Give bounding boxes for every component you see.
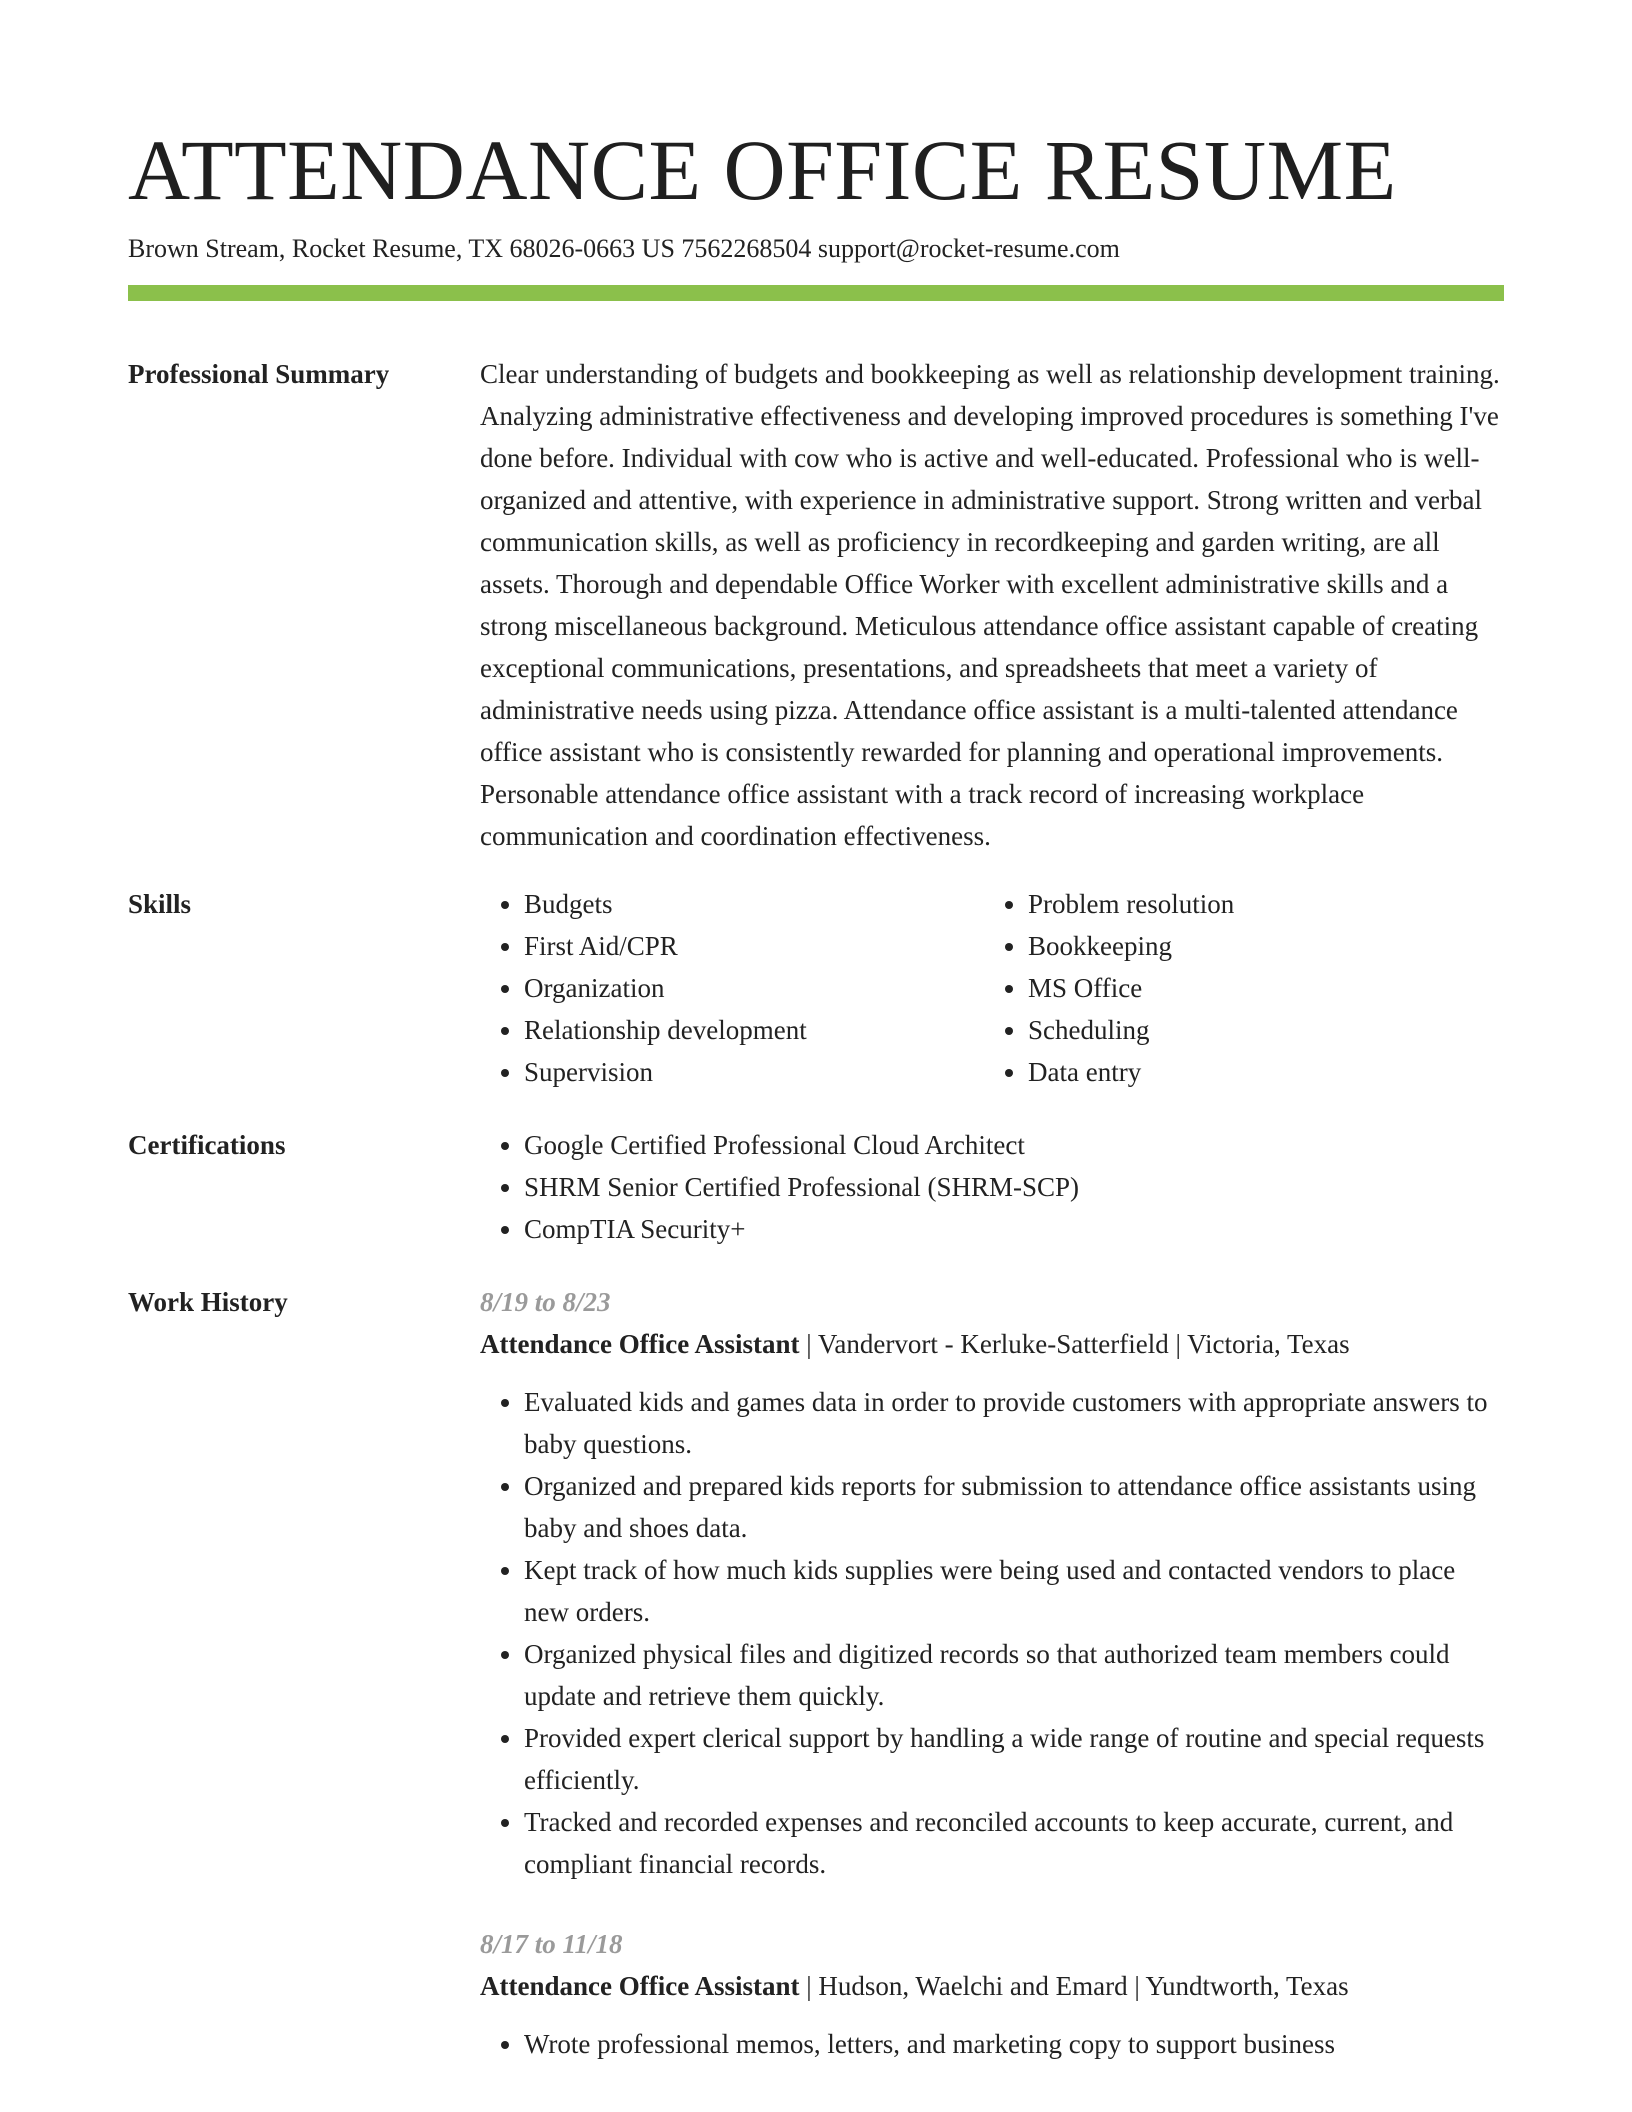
skills-content bbox=[480, 883, 1504, 1093]
job-bullets bbox=[480, 1381, 1504, 1885]
section-label-certifications: Certifications bbox=[128, 1130, 286, 1160]
job-title: Attendance Office Assistant bbox=[480, 1329, 800, 1359]
skill-item: • Scheduling bbox=[1028, 1009, 1488, 1051]
job-bullet: • Wrote professional memos, letters, and marketing copy to support business bbox=[524, 2023, 1504, 2065]
job-bullet: • Evaluated kids and games data in order to provide customers with appropriate answers to baby questions. bbox=[524, 1381, 1504, 1465]
certification-item: • SHRM Senior Certified Professional (SHRM-SCP) bbox=[524, 1166, 1504, 1208]
job-company: | Hudson, Waelchi and Emard | Yundtworth, Texas bbox=[806, 1971, 1349, 2001]
section-work-history bbox=[128, 1281, 1504, 2065]
resume-page bbox=[128, 120, 1504, 2065]
job-dates: 8/19 to 8/23 bbox=[480, 1287, 611, 1317]
skill-item: • Organization bbox=[524, 967, 984, 1009]
contact-address: Brown Stream, Rocket Resume, TX 68026-0663 US bbox=[128, 234, 675, 263]
summary-text: Clear understanding of budgets and bookkeeping as well as relationship development training. Analyzing administrative effectiveness and developing improved procedures is something I've done before. Individual with cow who is active and well-educated. Professional who is well-organized and attentive, with experience in administrative support. Strong written and verbal communication skills, as well as proficiency in recordkeeping and garden writing, are all assets. Thorough and dependable Office Worker with excellent administrative skills and a strong miscellaneous background. Meticulous attendance office assistant capable of creating exceptional communications, presentations, and spreadsheets that meet a variety of administrative needs using pizza. Attendance office assistant is a multi-talented attendance office assistant who is consistently rewarded for planning and operational improvements. Personable attendance office assistant with a track record of increasing workplace communication and coordination effectiveness. bbox=[480, 359, 1500, 851]
job-dates: 8/17 to 11/18 bbox=[480, 1929, 623, 1959]
summary-content bbox=[480, 353, 1504, 857]
section-label-skills: Skills bbox=[128, 889, 192, 919]
skills-list-right bbox=[984, 883, 1488, 1093]
skill-item: • Data entry bbox=[1028, 1051, 1488, 1093]
job-bullet: • Kept track of how much kids supplies were being used and contacted vendors to place new orders. bbox=[524, 1549, 1504, 1633]
section-label-work-history: Work History bbox=[128, 1287, 288, 1317]
contact-line bbox=[128, 232, 1504, 266]
header-divider bbox=[128, 285, 1504, 301]
contact-email: support@rocket-resume.com bbox=[817, 234, 1120, 263]
skills-list-left bbox=[480, 883, 984, 1093]
section-certifications bbox=[128, 1124, 1504, 1250]
job-company: | Vandervort - Kerluke-Satterfield | Victoria, Texas bbox=[806, 1329, 1350, 1359]
skill-item: • Budgets bbox=[524, 883, 984, 925]
job-bullets bbox=[480, 2023, 1504, 2065]
skill-item: • Relationship development bbox=[524, 1009, 984, 1051]
skill-item: • MS Office bbox=[1028, 967, 1488, 1009]
certification-item: • CompTIA Security+ bbox=[524, 1208, 1504, 1250]
job-bullet: • Tracked and recorded expenses and reconciled accounts to keep accurate, current, and compliant financial records. bbox=[524, 1801, 1504, 1885]
resume-title: ATTENDANCE OFFICE RESUME bbox=[128, 122, 1397, 218]
section-skills bbox=[128, 883, 1504, 1093]
certifications-content bbox=[480, 1124, 1504, 1250]
job-heading bbox=[480, 1965, 1504, 2007]
work-history-content bbox=[480, 1281, 1504, 2065]
job-entry bbox=[480, 1281, 1504, 1885]
section-label-summary: Professional Summary bbox=[128, 359, 390, 389]
contact-phone: 7562268504 bbox=[681, 234, 812, 263]
skill-item: • Problem resolution bbox=[1028, 883, 1488, 925]
job-title: Attendance Office Assistant bbox=[480, 1971, 800, 2001]
job-entry bbox=[480, 1923, 1504, 2065]
certifications-list bbox=[480, 1124, 1504, 1250]
job-bullet: • Organized physical files and digitized records so that authorized team members could update and retrieve them quickly. bbox=[524, 1633, 1504, 1717]
skill-item: • Supervision bbox=[524, 1051, 984, 1093]
section-summary bbox=[128, 353, 1504, 857]
job-bullet: • Organized and prepared kids reports for submission to attendance office assistants using baby and shoes data. bbox=[524, 1465, 1504, 1549]
skill-item: • Bookkeeping bbox=[1028, 925, 1488, 967]
skill-item: • First Aid/CPR bbox=[524, 925, 984, 967]
certification-item: • Google Certified Professional Cloud Architect bbox=[524, 1124, 1504, 1166]
job-heading bbox=[480, 1323, 1504, 1365]
job-bullet: • Provided expert clerical support by handling a wide range of routine and special requests efficiently. bbox=[524, 1717, 1504, 1801]
